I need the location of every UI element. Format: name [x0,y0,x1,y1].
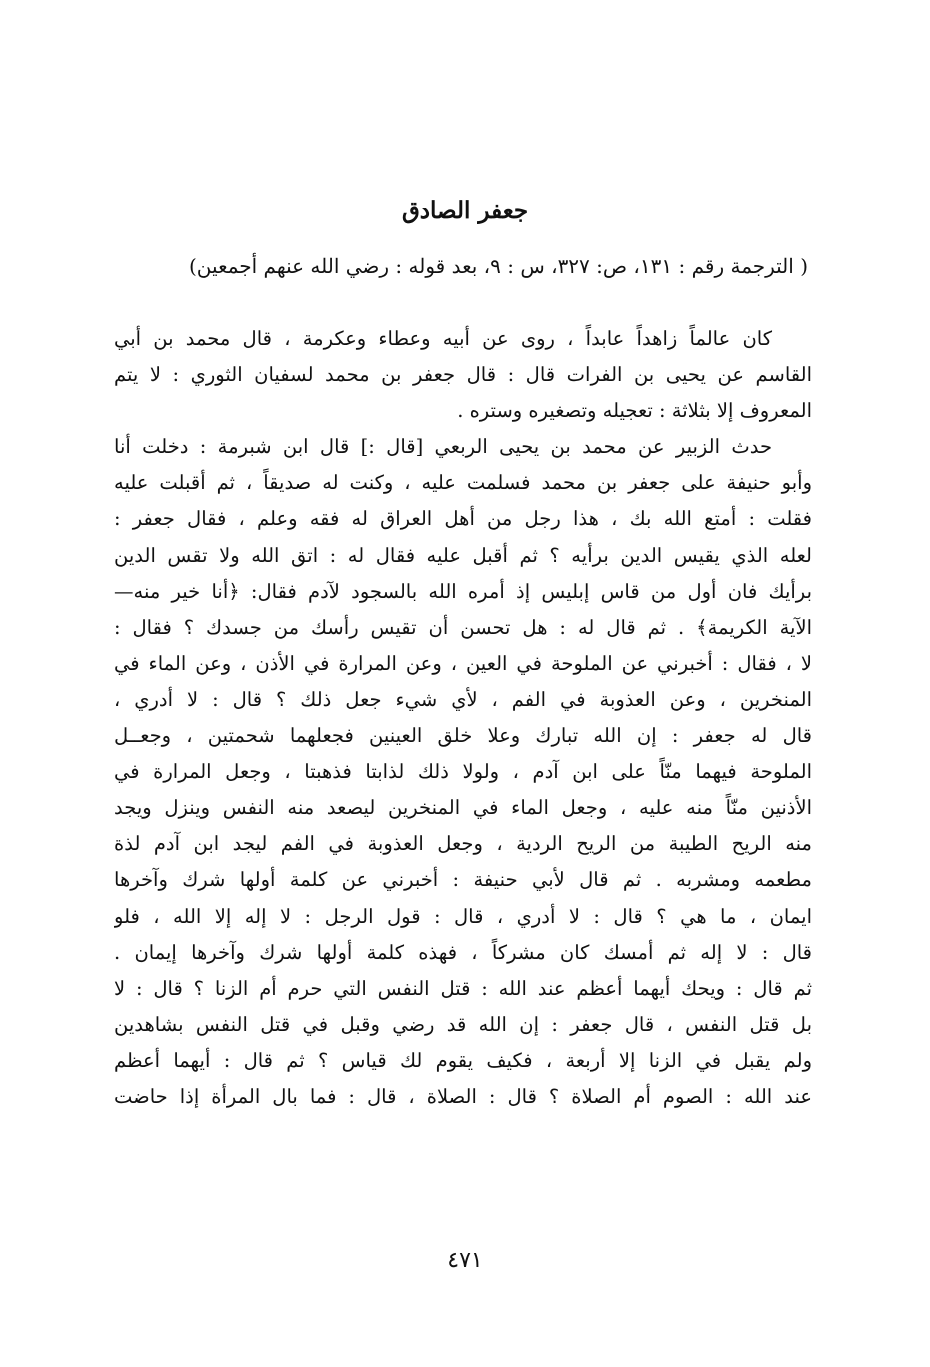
text-line: بل قتل النفس ، قال جعفر : إن الله قد رضي وقبل في قتل النفس بشاهدين [114,1012,812,1036]
text-line: لعله الذي يقيس الدين برأيه ؟ ثم أقبل عليه فقال له : اتق الله ولا تقس الدين [114,543,812,567]
text-line: الأذنين منّاً منه عليه ، وجعل الماء في المنخرين ليصعد منه النفس وينزل ويجد [114,796,812,820]
text-line: فقلت : أمتع الله بك ، هذا رجل من أهل العراق له فقه وعلم ، فقال جعفر : [114,507,812,531]
text-line: حدث الزبير عن محمد بن يحيى الربعي [قال :] قال ابن شبرمة : دخلت أنا [114,435,772,459]
text-line: منه الريح الطيبة من الريح الردية ، وجعل العذوبة في الفم ليجد ابن آدم لذة [114,832,812,856]
text-line: مطعمه ومشربه . ثم قال لأبي حنيفة : أخبرني عن كلمة أولها شرك وآخرها [114,868,812,892]
text-line: برأيك فان أول من قاس إبليس إذ أمره الله بالسجود لآدم فقال: ﴿أنا خير منه— [114,579,812,603]
text-line: القاسم عن يحيى بن الفرات قال : قال جعفر بن محمد لسفيان الثوري : لا يتم [114,363,812,387]
text-line: لا ، فقال : أخبرني عن الملوحة في العين ، وعن المرارة في الأذن ، وعن الماء في [114,651,812,675]
text-line: المعروف إلا بثلاثة : تعجيله وتصغيره وستره . [457,399,812,423]
text-line: عند الله : الصوم أم الصلاة ؟ قال : الصلاة ، قال : فما بال المرأة إذا حاضت [114,1084,812,1108]
text-line: ولم يقبل في الزنا إلا أربعة ، فكيف يقوم لك قياس ؟ ثم قال : أيهما أعظم [114,1048,812,1072]
text-line: الآية الكريمة﴾ . ثم قال له : هل تحسن أن تقيس رأسك من جسدك ؟ فقال : [114,615,812,639]
translation-note: ( الترجمة رقم : ١٣١، ص: ٣٢٧، س : ٩، بعد قوله : رضي الله عنهم أجمعين) [189,254,808,278]
page-number: ٤٧١ [447,1248,483,1273]
body-text [114,321,812,1115]
text-line: المنخرين ، وعن العذوبة في الفم ، لأي شيء جعل ذلك ؟ قال : لا أدري ، [114,687,812,711]
text-line: قال : لا إله ثم أمسك كان مشركاً ، فهذه كلمة أولها شرك وآخرها إيمان . [114,940,812,964]
text-line: ثم قال : ويحك أيهما أعظم عند الله : قتل النفس التي حرم أم الزنا ؟ قال : لا [114,976,812,1000]
text-line: ايمان ، ما هي ؟ قال : لا أدري ، قال : قول الرجل : لا إله إلا الله ، فلو [114,904,812,928]
text-line: الملوحة فيهما منّاً على ابن آدم ، ولولا ذلك لذابتا فذهبتا ، وجعل المرارة في [114,760,812,784]
text-line: كان عالماً زاهداً عابداً ، روى عن أبيه وعطاء وعكرمة ، قال محمد بن أبي [114,327,772,350]
section-title: جعفر الصادق [401,197,529,224]
text-line: وأبو حنيفة على جعفر بن محمد فسلمت عليه ، وكنت له صديقاً ، ثم أقبلت عليه [114,471,812,495]
text-line: قال له جعفر : إن الله تبارك وعلا خلق العينين فجعلهما شحمتين ، وجعــل [114,724,812,748]
